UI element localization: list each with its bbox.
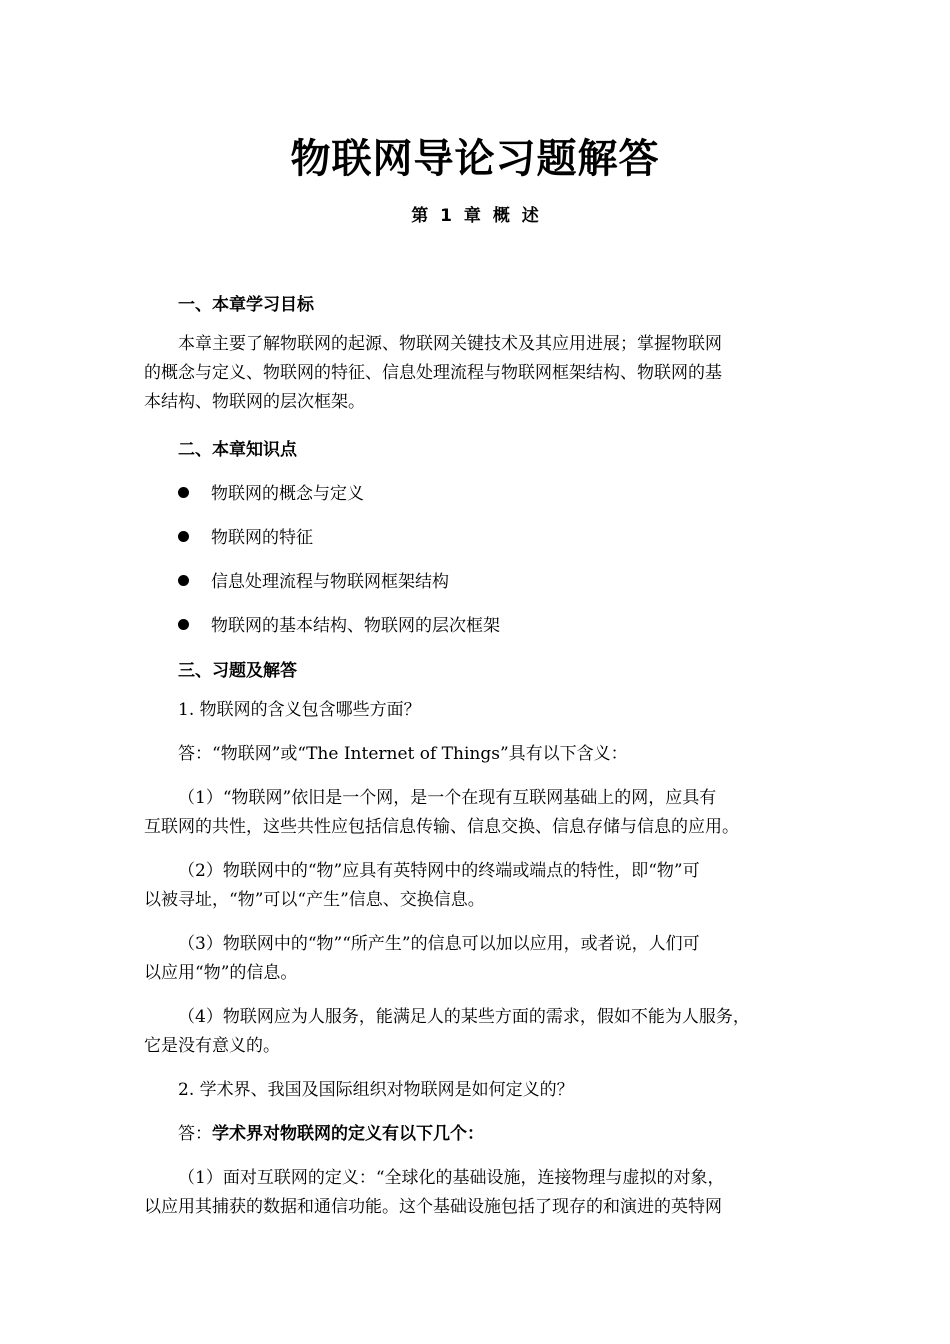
question-1: 1. 物联网的含义包含哪些方面？ [178, 700, 421, 720]
exercises-heading: 三、习题及解答 [178, 661, 297, 681]
answer-2-item-1-line-2: 以应用其捕获的数据和通信功能。这个基础设施包括了现存的和演进的英特网 [144, 1197, 722, 1217]
knowledge-point [178, 479, 364, 504]
answer-1-item-2-line-1: （2）物联网中的“物”应具有英特网中的终端或端点的特性，即“物”可 [178, 861, 700, 881]
answer-2-prefix: 答： [178, 1124, 212, 1144]
goals-heading: 一、本章学习目标 [178, 295, 314, 315]
knowledge-point-label: 物联网的基本结构、物联网的层次框架 [211, 616, 500, 636]
chapter-title: 第 1 章 概 述 [411, 206, 539, 226]
answer-1-item-4-line-2: 它是没有意义的。 [144, 1036, 280, 1056]
answer-2-bold-text: 学术界对物联网的定义有以下几个： [212, 1124, 484, 1144]
answer-1-item-4-line-1: （4）物联网应为人服务，能满足人的某些方面的需求，假如不能为人服务， [178, 1007, 750, 1027]
knowledge-point-label: 物联网的特征 [211, 528, 313, 548]
bullet-icon [178, 531, 189, 542]
bullet-icon [178, 487, 189, 498]
bullet-icon [178, 575, 189, 586]
answer-2-item-1-line-1: （1）面对互联网的定义：“全球化的基础设施，连接物理与虚拟的对象， [178, 1168, 725, 1188]
knowledge-point [178, 611, 500, 636]
question-2: 2. 学术界、我国及国际组织对物联网是如何定义的？ [178, 1080, 574, 1100]
knowledge-point-label: 信息处理流程与物联网框架结构 [211, 572, 449, 592]
points-heading: 二、本章知识点 [178, 440, 297, 460]
goals-text-line-2: 的概念与定义、物联网的特征、信息处理流程与物联网框架结构、物联网的基 [144, 363, 722, 383]
answer-1-item-1-line-1: （1）“物联网”依旧是一个网，是一个在现有互联网基础上的网，应具有 [178, 788, 717, 808]
document-title: 物联网导论习题解答 [290, 136, 660, 182]
knowledge-point-label: 物联网的概念与定义 [211, 484, 364, 504]
bullet-icon [178, 619, 189, 630]
goals-text-line-3: 本结构、物联网的层次框架。 [144, 392, 365, 412]
answer-1-item-3-line-1: （3）物联网中的“物”“所产生”的信息可以加以应用，或者说，人们可 [178, 934, 700, 954]
answer-1-item-2-line-2: 以被寻址，“物”可以“产生”信息、交换信息。 [144, 890, 485, 910]
answer-1-item-1-line-2: 互联网的共性，这些共性应包括信息传输、信息交换、信息存储与信息的应用。 [144, 817, 739, 837]
answer-1-intro: 答：“物联网”或“The Internet of Things”具有以下含义： [178, 744, 628, 764]
answer-1-item-3-line-2: 以应用“物”的信息。 [144, 963, 298, 983]
answer-2-intro [178, 1124, 484, 1144]
knowledge-point [178, 567, 449, 592]
knowledge-point [178, 523, 313, 548]
goals-text-line-1: 本章主要了解物联网的起源、物联网关键技术及其应用进展；掌握物联网 [178, 334, 722, 354]
